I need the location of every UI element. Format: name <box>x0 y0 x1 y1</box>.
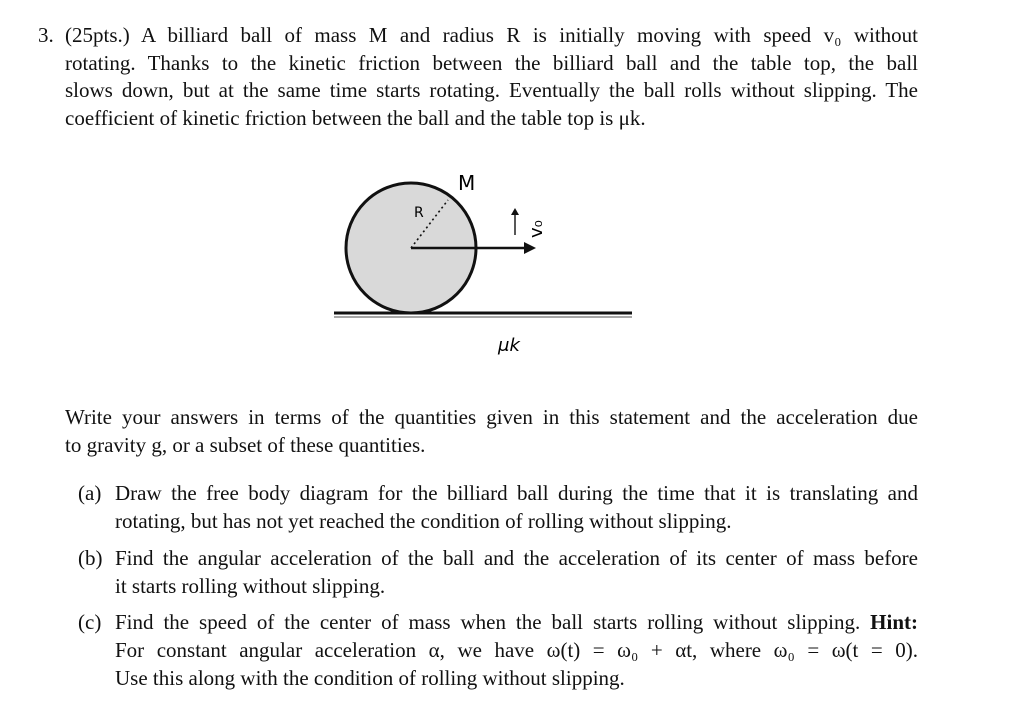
velocity-label-arrow-head <box>511 208 519 215</box>
part-a-line-2: rotating, but has not yet reached the condition of rolling without slipping. <box>115 509 732 533</box>
part-c-line-3: Use this along with the condition of rolling without slipping. <box>115 666 625 690</box>
problem-number: 3. <box>38 23 54 47</box>
problem-line-1: (25pts.) A billiard ball of mass M and radius R is initially moving with speed v₀ without <box>65 23 919 47</box>
radius-label: R <box>414 205 424 221</box>
part-c-line-1: Find the speed of the center of mass when the ball starts rolling without slipping. Hint: <box>115 610 919 634</box>
problem-line-2: rotating. Thanks to the kinetic friction between the billiard ball and the table top, the ball <box>65 50 918 75</box>
part-b-line-2: it starts rolling without slipping. <box>115 574 386 598</box>
velocity-label: v₀ <box>526 220 547 238</box>
part-a-line-1: Draw the free body diagram for the billiard ball during the time that it is translating and <box>115 481 918 505</box>
part-a-label: (a) <box>78 481 102 505</box>
part-a <box>78 479 918 535</box>
hint-label: Hint: <box>870 610 919 634</box>
part-c-label: (c) <box>78 610 102 634</box>
part-c-line-2: For constant angular acceleration α, we have ω(t) = ω₀ + αt, where ω₀ = ω(t = 0). <box>115 638 918 662</box>
instructions <box>65 404 918 459</box>
part-b-label: (b) <box>78 546 103 570</box>
instructions-line-1: Write your answers in terms of the quantities given in this statement and the acceleration due <box>65 405 918 429</box>
part-b-line-1: Find the angular acceleration of the ball and the acceleration of its center of mass before <box>115 546 918 570</box>
part-b <box>78 544 918 600</box>
part-c <box>78 608 918 692</box>
problem-line-3: slows down, but at the same time starts rotating. Eventually the ball rolls without slipping. The <box>65 78 918 102</box>
friction-label: μk <box>498 335 520 356</box>
mass-label: M <box>458 171 476 195</box>
problem-points: (25pts.) <box>65 23 130 47</box>
velocity-arrow-head <box>524 242 536 254</box>
problem-line-4: coefficient of kinetic friction between the ball and the table top is μk. <box>65 105 646 130</box>
instructions-line-2: to gravity g, or a subset of these quantities. <box>65 432 426 457</box>
